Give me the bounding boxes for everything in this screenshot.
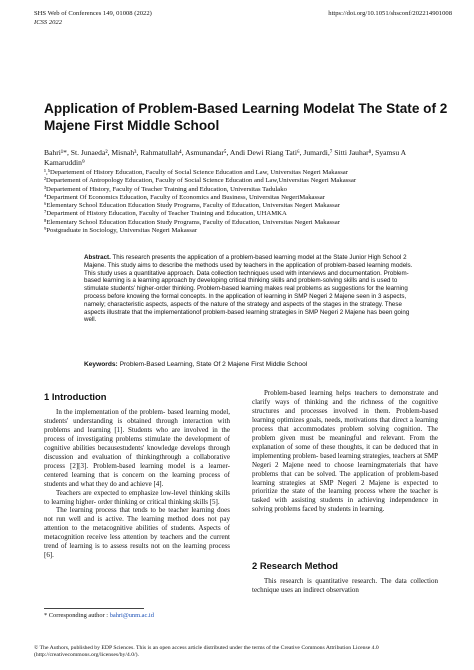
license-text: © The Authors, published by EDP Sciences. This is an open access article distributed under the terms of the Creative Commons Attribution License 4.0 [34, 645, 379, 651]
keywords-text: Problem-Based Learning, State Of 2 Majene First Middle School [119, 361, 308, 368]
affiliation: ³Departement of History, Faculty of Teacher Training and Education, Universitas Tadulako [44, 185, 287, 193]
affiliation: ¹,⁵Departement of History Education, Faculty of Social Science Education and Law, Universitas Negeri Makassar [44, 169, 349, 176]
keywords [84, 361, 422, 368]
intro-left-column [44, 408, 230, 560]
section-heading-introduction: 1 Introduction [44, 391, 107, 402]
affiliation: ⁷Department of History Education, Faculty of Teacher Training and Education, UHAMKA [44, 210, 287, 218]
affiliation: ⁶Elementary School Education Education Study Programs, Faculty of Education, Universitas Negeri Makassar [44, 202, 340, 210]
method-column [252, 577, 438, 595]
author-list: Bahri¹*, St. Junaeda², Misnah³, Rahmatullah⁴, Asmunandar⁵, Andi Dewi Riang Tati⁶, Jumardi,⁷ Sitti Jauhar⁸, Syamsu A Kamaruddin⁹ [44, 148, 406, 167]
affiliation: ⁸Elementary School Education Education Study Programs, Faculty of Education, Universitas Negeri Makassar [44, 218, 340, 226]
doi-link[interactable]: https://doi.org/10.1051/shsconf/202214901008 [328, 10, 452, 17]
paragraph: In the implementation of the problem- based learning model, students' understanding is obtained through interaction with problems and learning [1]. Students who are involved in the process of investigating problems stimulate the development of cognitive abilities becausestudents' knowledge develops through discussion and evaluation of thinkingthrough a collaborative process [2][3]. Problem-based learning model is a learner- centered learning that is concern on the learning process of students and what they do and achieve [4]. [44, 408, 230, 488]
paragraph: The learning process that tends to be teacher learning does not run well and is active. The learning method does not pay attention to the metacognitive abilities of students. Aspects of metacognition receive less attention by teachers and the current trend of learning is to assess results not on the learning process [6]. [44, 506, 230, 560]
author-email-link[interactable]: bahri@unm.ac.id [109, 612, 154, 619]
affiliations [44, 169, 444, 235]
conference-name: SHS Web of Conferences 149, 01008 (2022) [34, 10, 152, 17]
affiliation: ²Departement of Antropology Education, Faculty of Social Science Education and Law,Universitas Negeri Makassar [44, 177, 357, 185]
conference-venue: ICSS 2022 [34, 18, 63, 26]
footnote-label: * Corresponding author : [44, 612, 109, 619]
paragraph: Teachers are expected to emphasize low-level thinking skills to learning higher- order thinking or critical thinking skills [5]. [44, 488, 230, 506]
abstract-text: This research presents the application of a problem-based learning model at the State Junior High School 2 Majene. This study aims to describe the methods used by teachers in the application of problem-based learning models. This study uses a quantitative approach. Data collection techniques used with interviews and documentation. Problem-based learning is a learning approach by developing critical thinking skills and problem-solving skills and is used to stimulate students' higher-order thinking. Problem-based learning makes real problems as suggestions for the learning process before knowing the formal concepts. In the application of learning in SMP Negeri 2 Majene seen in 3 aspects, namely; characteristic aspects, aspects of the nature of the strategy and aspects of the stages in the strategy. These aspects illustrate that the implementationof problem-based learning strategies in SMP Negeri 2 Majene has been going well. [84, 254, 413, 324]
paper-title: Application of Problem-Based Learning Modelat The State of 2 Majene First Middle School [44, 101, 448, 133]
paragraph: This research is quantitative research. The data collection technique uses an indirect observation [252, 577, 438, 594]
footnote-divider [44, 608, 144, 609]
abstract-label: Abstract. [84, 254, 111, 261]
paragraph: Problem-based learning helps teachers to demonstrate and clarify ways of thinking and the richness of the cognitive structures and processes involved in them. Problem-based learning optimizes goals, needs, motivations that direct a learning process that accommodates problem solving cognition. The problem given must be meaningful and relevant. From the explanation of some of these thoughts, it can be deduced that in implementing problem- based learning strategies, teachers at SMP Negeri 2 Majene need to choose learningmaterials that have problems that can be solved. The application of problem-based learning strategies at SMP Negeri 2 Majene is expected to prioritize the state of the learning process where the teacher is tasked with assisting students in achieving independence in solving problems faced by students in learning. [252, 389, 438, 514]
affiliation: ⁴Department Of Economics Education, Faculty of Economics and Business, Universitas NegeriMakassar [44, 193, 325, 201]
corresponding-author-footnote [44, 612, 154, 619]
running-header [34, 10, 152, 27]
license-url[interactable]: (http://creativecommons.org/licenses/by/4.0/). [34, 652, 139, 659]
license-footer [34, 645, 454, 659]
keywords-label: Keywords: [84, 361, 118, 368]
section-heading-method: 2 Research Method [252, 560, 338, 571]
intro-right-column [252, 389, 438, 514]
abstract [84, 254, 422, 324]
affiliation: ⁹Postgraduate in Sociology, Universitas Negeri Makassar [44, 227, 198, 235]
